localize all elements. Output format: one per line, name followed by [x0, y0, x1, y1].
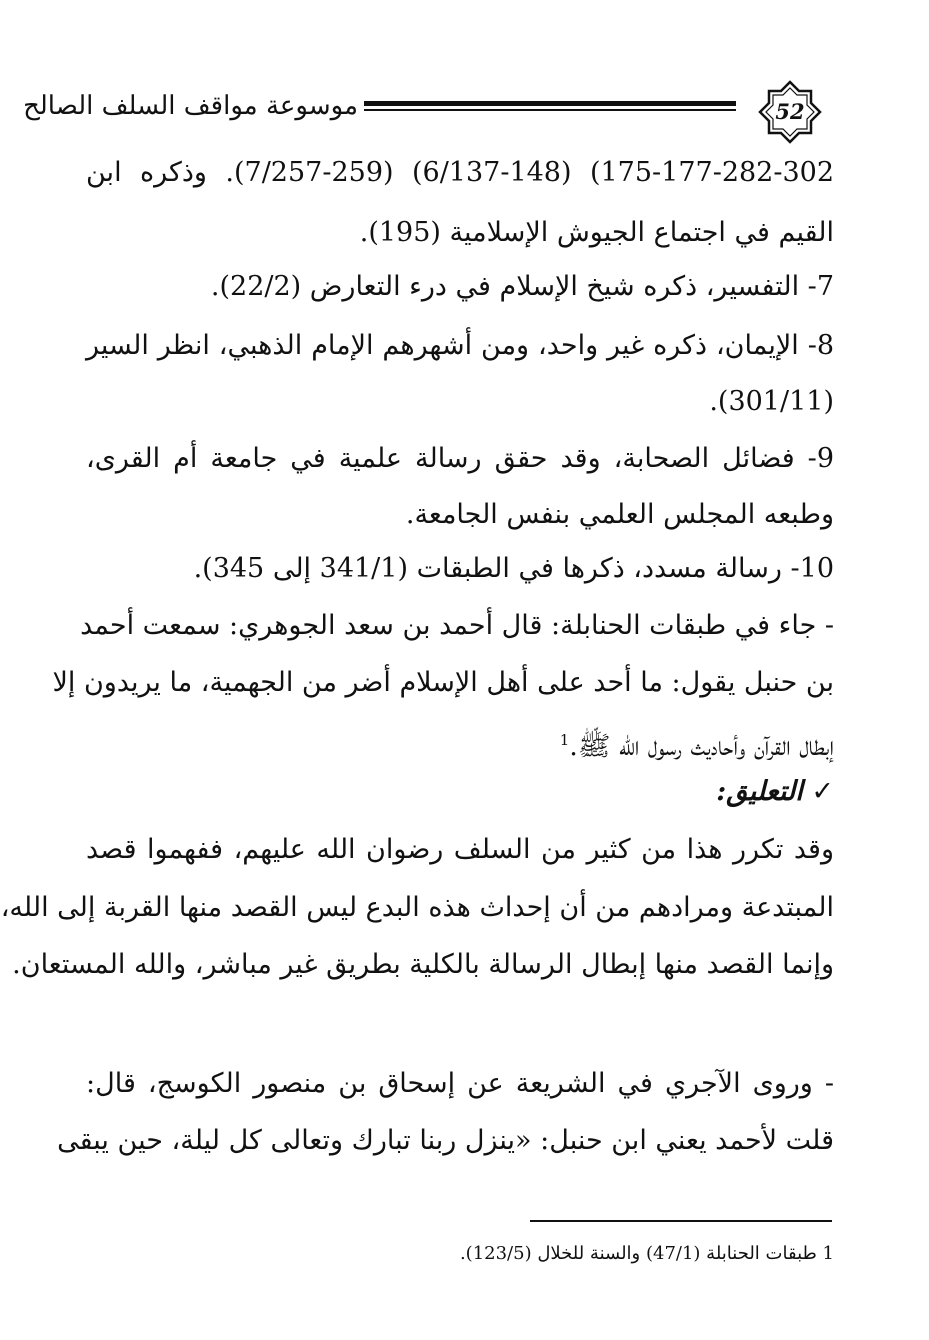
footnote: 1 طبقات الحنابلة (47/1) والسنة للخلال (123/5). [459, 1243, 834, 1264]
list-item-8: 8- الإيمان، ذكره غير واحد، ومن أشهرهم الإمام الذهبي، انظر السير [86, 330, 834, 361]
series-title: موسوعة مواقف السلف الصالح [23, 91, 358, 121]
list-item-7: 7- التفسير، ذكره شيخ الإسلام في درء التعارض (22/2). [210, 271, 834, 302]
closing-line: قلت لأحمد يعني ابن حنبل: «ينزل ربنا تبارك وتعالى كل ليلة، حين يبقى [57, 1125, 834, 1156]
comment-heading: التعليق: [716, 776, 803, 807]
page-header [23, 78, 844, 158]
text-line: 175-177-282-302) (6/137-148) (7/257-259). وذكره ابن [86, 157, 835, 188]
header-rule-thick [364, 101, 736, 106]
page-number-badge [758, 80, 822, 144]
quote-line: - جاء في طبقات الحنابلة: قال أحمد بن سعد الجوهري: سمعت أحمد [80, 610, 834, 641]
comment-line: المبتدعة ومرادهم من أن إحداث هذه البدع ليس القصد منها القربة إلى الله، [0, 892, 834, 923]
closing-line: - وروى الآجري في الشريعة عن إسحاق بن منصور الكوسج، قال: [86, 1068, 834, 1099]
quote-line-last [86, 718, 834, 762]
page-number: 52 [775, 99, 805, 124]
list-item-10: 10- رسالة مسدد، ذكرها في الطبقات (341/1 إلى 345). [193, 553, 834, 584]
header-rule-thin [364, 109, 736, 111]
text-line: وطبعه المجلس العلمي بنفس الجامعة. [405, 499, 834, 530]
comment-line: وقد تكرر هذا من كثير من السلف رضوان الله عليهم، ففهموا قصد [86, 834, 834, 865]
text-line: (301/11). [709, 386, 834, 417]
quote-line: بن حنبل يقول: ما أحد على أهل الإسلام أضر من الجهمية، ما يريدون إلا [52, 667, 834, 698]
footnote-separator [530, 1220, 832, 1222]
checkmark-icon: ✓ [811, 776, 834, 807]
comment-line: وإنما القصد منها إبطال الرسالة بالكلية بطريق غير مباشر، والله المستعان. [12, 949, 834, 980]
list-item-9: 9- فضائل الصحابة، وقد حقق رسالة علمية في جامعة أم القرى، [86, 443, 834, 474]
quote-text: إبطال القرآن وأحاديث رسول الله ﷺ. [569, 731, 834, 762]
footnote-ref: 1 [559, 731, 570, 749]
header-double-rule [364, 101, 736, 115]
text-line: القيم في اجتماع الجيوش الإسلامية (195). [359, 217, 834, 248]
comment-heading-line [86, 770, 834, 814]
